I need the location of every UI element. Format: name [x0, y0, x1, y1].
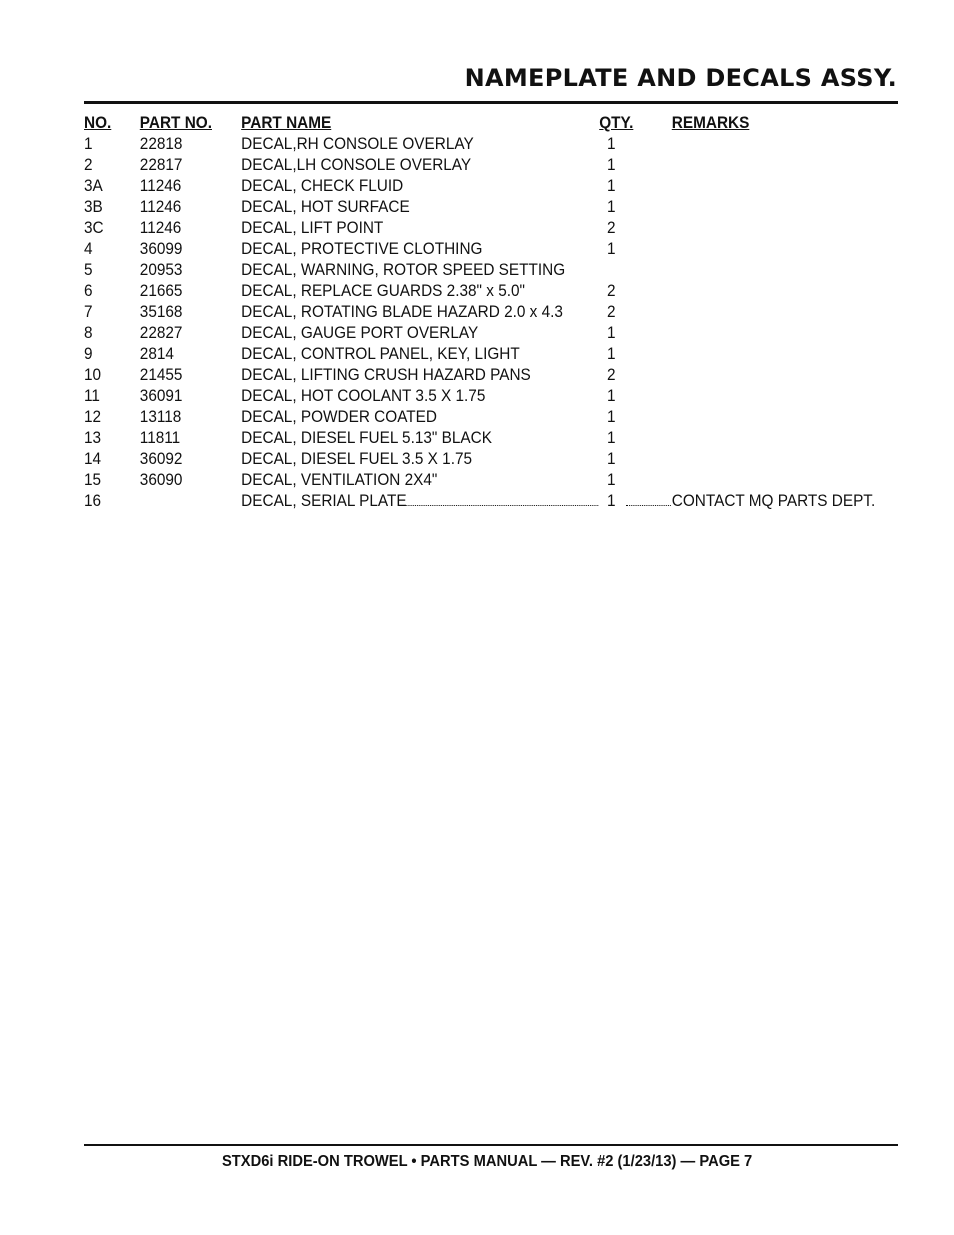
- row-qty: 1: [607, 198, 616, 216]
- row-qty: 1: [607, 471, 616, 489]
- header-part-no: PART NO.: [139, 114, 212, 132]
- row-part-name: DECAL, CONTROL PANEL, KEY, LIGHT: [241, 345, 520, 363]
- row-qty: 2: [607, 219, 616, 237]
- table-row: [84, 134, 841, 155]
- header-remarks: REMARKS: [671, 114, 750, 132]
- row-part-name: DECAL,RH CONSOLE OVERLAY: [241, 135, 474, 153]
- row-remarks: CONTACT MQ PARTS DEPT.: [671, 492, 876, 510]
- table-row: [84, 344, 841, 365]
- table-row: [84, 449, 841, 470]
- dot-leader: [400, 505, 598, 506]
- header-qty: QTY.: [599, 114, 634, 132]
- row-part-name: DECAL, SERIAL PLATE: [241, 492, 407, 510]
- row-qty: 1: [607, 429, 616, 447]
- row-no: 10: [84, 366, 102, 384]
- table-row: [84, 386, 841, 407]
- row-part-no: 13118: [139, 408, 182, 426]
- row-part-name: DECAL, LIFTING CRUSH HAZARD PANS: [241, 366, 531, 384]
- table-row: [84, 428, 841, 449]
- row-no: 5: [84, 261, 93, 279]
- row-part-name: DECAL, GAUGE PORT OVERLAY: [241, 324, 479, 342]
- row-part-name: DECAL, DIESEL FUEL 5.13" BLACK: [241, 429, 492, 447]
- row-part-no: 11246: [139, 177, 182, 195]
- row-part-no: 36099: [139, 240, 183, 258]
- row-part-name: DECAL, VENTILATION 2X4": [241, 471, 438, 489]
- row-qty: 1: [607, 135, 616, 153]
- row-no: 1: [84, 135, 93, 153]
- row-part-name: DECAL, HOT COOLANT 3.5 X 1.75: [241, 387, 486, 405]
- row-no: 11: [84, 387, 100, 405]
- row-part-no: 35168: [139, 303, 183, 321]
- row-part-no: 22827: [139, 324, 183, 342]
- row-part-no: 22817: [139, 156, 183, 174]
- row-qty: 1: [607, 240, 616, 258]
- row-part-name: DECAL, CHECK FLUID: [241, 177, 404, 195]
- row-qty: 2: [607, 282, 616, 300]
- row-qty: 1: [607, 492, 616, 510]
- row-part-no: 36092: [139, 450, 183, 468]
- row-part-no: 20953: [139, 261, 183, 279]
- table-row: [84, 155, 841, 176]
- table-row: [84, 323, 841, 344]
- row-part-no: 2814: [139, 345, 174, 363]
- table-row: [84, 407, 841, 428]
- row-part-name: DECAL, LIFT POINT: [241, 219, 384, 237]
- row-part-name: DECAL,LH CONSOLE OVERLAY: [241, 156, 472, 174]
- row-part-name: DECAL, ROTATING BLADE HAZARD 2.0 x 4.3: [241, 303, 563, 321]
- row-no: 14: [84, 450, 102, 468]
- row-part-no: 11811: [139, 429, 181, 447]
- row-no: 15: [84, 471, 102, 489]
- row-part-no: 21665: [139, 282, 183, 300]
- row-qty: 1: [607, 408, 616, 426]
- row-part-name: DECAL, REPLACE GUARDS 2.38" x 5.0": [241, 282, 525, 300]
- table-row: [84, 281, 841, 302]
- row-qty: 2: [607, 366, 616, 384]
- header-part-name: PART NAME: [241, 114, 332, 132]
- dot-leader: [626, 505, 671, 506]
- row-part-no: 11246: [139, 219, 182, 237]
- row-part-name: DECAL, POWDER COATED: [241, 408, 437, 426]
- footer-rule: [84, 1144, 898, 1146]
- title-rule: [84, 101, 898, 104]
- header-no: NO.: [84, 114, 112, 132]
- table-row: [84, 239, 841, 260]
- table-row: [84, 218, 841, 239]
- row-no: 3A: [84, 177, 103, 195]
- row-no: 16: [84, 492, 102, 510]
- row-no: 12: [84, 408, 102, 426]
- row-part-no: 21455: [139, 366, 183, 384]
- row-qty: 1: [607, 345, 616, 363]
- row-no: 9: [84, 345, 93, 363]
- row-part-no: 22818: [139, 135, 183, 153]
- row-part-no: 36091: [139, 387, 183, 405]
- table-row: [84, 302, 841, 323]
- table-row: [84, 491, 876, 512]
- row-part-name: DECAL, HOT SURFACE: [241, 198, 410, 216]
- parts-table: [84, 113, 898, 512]
- row-part-name: DECAL, PROTECTIVE CLOTHING: [241, 240, 483, 258]
- row-no: 4: [84, 240, 93, 258]
- row-qty: 1: [607, 324, 616, 342]
- row-qty: 1: [607, 450, 616, 468]
- row-part-name: DECAL, WARNING, ROTOR SPEED SETTING: [241, 261, 566, 279]
- row-no: 8: [84, 324, 93, 342]
- table-header-row: [84, 113, 841, 134]
- table-row: [84, 176, 841, 197]
- table-row: [84, 470, 841, 491]
- row-no: 3B: [84, 198, 103, 216]
- row-part-no: 36090: [139, 471, 183, 489]
- row-no: 7: [84, 303, 93, 321]
- row-no: 6: [84, 282, 93, 300]
- row-part-no: 11246: [139, 198, 182, 216]
- row-no: 2: [84, 156, 93, 174]
- table-row: [84, 365, 841, 386]
- row-part-name: DECAL, DIESEL FUEL 3.5 X 1.75: [241, 450, 473, 468]
- table-row: [84, 260, 841, 281]
- table-row: [84, 197, 841, 218]
- row-qty: 1: [607, 156, 616, 174]
- row-qty: 2: [607, 303, 616, 321]
- page-title: NAMEPLATE AND DECALS ASSY.: [464, 64, 897, 92]
- row-qty: 1: [607, 177, 616, 195]
- row-qty: 1: [607, 387, 616, 405]
- page-footer: STXD6i RIDE-ON TROWEL • PARTS MANUAL — REV. #2 (1/23/13) — PAGE 7: [221, 1153, 753, 1170]
- row-no: 3C: [84, 219, 104, 237]
- row-no: 13: [84, 429, 102, 447]
